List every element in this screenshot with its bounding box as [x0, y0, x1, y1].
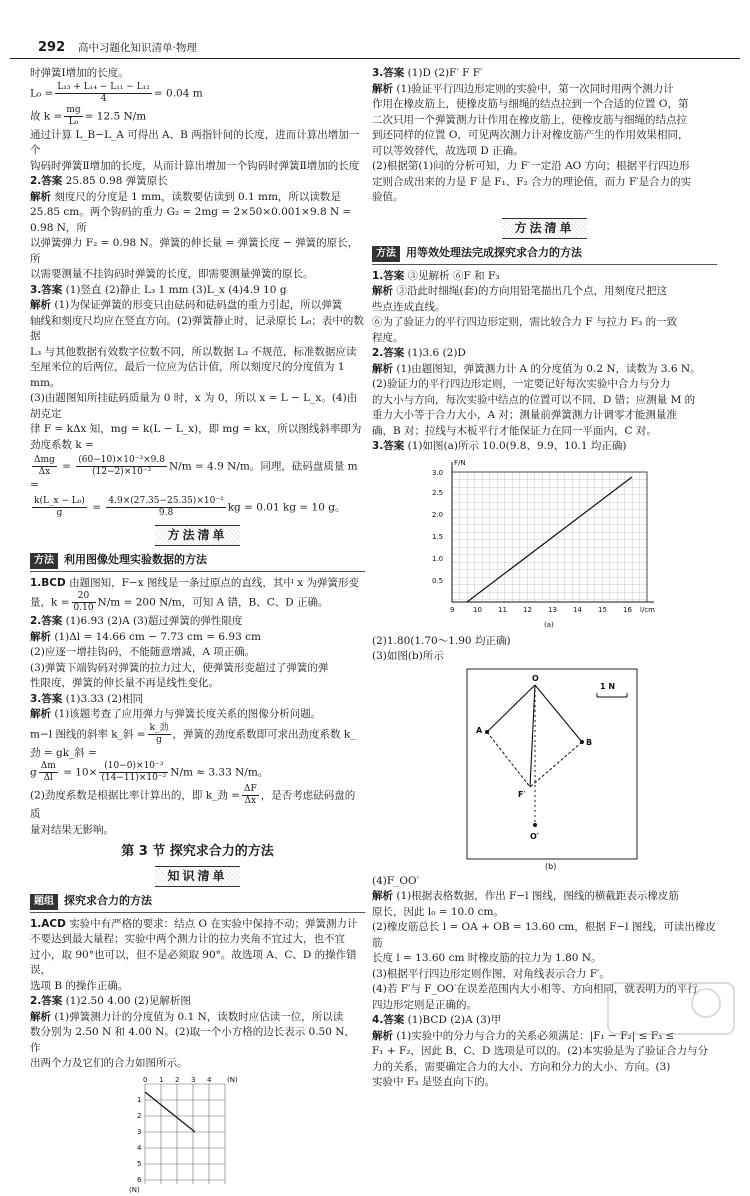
analysis-line: 解析 (1)弹簧测力计的分度值为 0.1 N，读数时应估读一位，所以读 [30, 1010, 344, 1023]
force-grid-figure [125, 1074, 325, 1194]
x-tick: 11 [498, 605, 507, 614]
resultant-force-line [145, 1092, 195, 1132]
x-tick: 3 [191, 1075, 196, 1084]
formula-line: (2)劲度系数是根据比率计算出的，即 k_劲 = $\frac{\Delta F}{\Delta x}$ ，是否考虑砝码盘的质 [30, 784, 356, 820]
y-unit: (N) [129, 1185, 140, 1194]
point-b [580, 740, 584, 744]
analysis-line: 解析 (1)由题图知，弹簧测力计 A 的分度值为 0.2 N，读数为 3.6 N。 [372, 362, 701, 375]
text-line: 验值。 [372, 191, 404, 203]
text-line: 程度。 [372, 331, 404, 344]
text-line: 些点连成直线。 [372, 300, 446, 313]
watermark-logo [606, 981, 736, 1036]
method-answer-3: 3.答案 (1)3.33 (2)相同 [30, 692, 144, 705]
method-answer-2: 2.答案 (1)6.93 (2)A (3)超过弹簧的弹性限度 [30, 615, 243, 627]
point-a [485, 730, 489, 734]
right-column [372, 66, 717, 1091]
method-heading: 方法 利用图像处理实验数据的方法 [30, 552, 365, 572]
x-tick: 14 [573, 605, 582, 614]
x-tick: 2 [175, 1075, 180, 1084]
text-line: (3)弹簧下端钩码对弹簧的拉力过大，使弹簧形变超过了弹簧的弹 [30, 661, 329, 674]
text-line: 四边形定则是正确的。 [372, 998, 477, 1011]
label-o-prime: O′ [530, 831, 539, 841]
text-line: (4)F_OO′ [372, 874, 420, 887]
y-tick: 2.0 [432, 510, 444, 519]
analysis-line: 解析 (1)验证平行四边形定则的实验中，第一次同时用两个测力计 [372, 82, 674, 95]
answer-p2: 2.答案 (1)3.6 (2)D [372, 347, 466, 359]
x-tick: 9 [450, 605, 455, 614]
resultant-f [530, 685, 535, 787]
text-line: (3)如图(b)所示 [372, 650, 444, 662]
page-header [10, 40, 740, 59]
text-line: 以需要测量不挂钩码时弹簧的长度，即需要测量弹簧的原长。 [30, 268, 314, 280]
text-line: F₁ + F₂，因此 B、C、D 选项是可以的。(2)本实验是为了验证合力与分 [372, 1045, 709, 1057]
method-list-banner: 方法清单 [372, 218, 717, 240]
text-line: 过小，取 90°也可以，但不是必须取 90°。故选项 A、C、D 的操作错误， [30, 948, 357, 976]
text-line: 定则合成出来的力是 F 是 F₁、F₂ 合力的理论值，而力 F′是合力的实 [372, 175, 692, 188]
x-tick: 1 [159, 1075, 164, 1084]
x-unit: (N) [227, 1075, 238, 1084]
text-line: 确，B 对；拉线与木板平行才能保证力在同一平面内，C 对。 [372, 424, 657, 437]
text-line: (2)验证力的平行四边形定则，一定要记好每次实验中合力与分力 [372, 378, 671, 390]
label-f-prime: F′ [518, 789, 526, 799]
formula-line: $\frac{\text{k(L\_x − L₀)}}{g}$ = $\frac{\text{4.9×(27.35−25.35)×10⁻²}}{9.8}$ kg = 0.01 kg = 10 g。 [34, 495, 346, 518]
text-line: 通过计算 L_B−L_A 可得出 A、B 两指针间的长度，进而计算出增加一个 [30, 128, 360, 156]
force-ob [535, 685, 582, 742]
formula-line: g $\frac{\Delta m}{\Delta l}$ = 10× $\frac{\text{(10−0)×10⁻³}}{\text{(14−11)×10⁻²}}$ N/m ≈ 3.33 N/m。 [30, 761, 269, 783]
y-tick: 5 [137, 1159, 142, 1168]
text-line: 实验中 F₃ 是竖直向下的。 [372, 1076, 496, 1088]
chart-grid [452, 472, 647, 602]
text-line: (3)根据平行四边形定则作图，对角线表示合力 F′。 [372, 967, 610, 980]
page-number: 292 [38, 40, 66, 55]
analysis-line: 解析 (1)根据表格数据，作出 F−l 图线，图线的横截距表示橡皮筋 [372, 890, 679, 902]
text-line: 到还同样的位置 O，可见两次测力计对橡皮筋产生的作用效果相同， [372, 129, 689, 141]
formula-k: 故 k = $\frac{mg}{\text{L₀}}$ = 12.5 N/m [30, 104, 147, 127]
text-line: 至厘米位的后两位，最后一位应为估计值，所以刻度尺的分度值为 1 mm。 [30, 361, 345, 389]
analysis-line: 解析 (1)为保证弹簧的形变只由砝码和砝码盘的重力引起，所以弹簧 [30, 299, 343, 311]
label-o: O [532, 673, 539, 683]
chart-a [422, 457, 672, 632]
analysis-line: 解析 刻度尺的分度是 1 mm，读数要估读到 0.1 mm，所以读数是 [30, 190, 341, 203]
y-tick: 2.5 [432, 488, 444, 497]
chart-caption: (a) [544, 620, 554, 629]
analysis-line: 解析 (1)Δl = 14.66 cm − 7.73 cm = 6.93 cm [30, 630, 261, 643]
answer-3: 3.答案 (1)竖直 (2)静止 L₃ 1 mm (3)L_x (4)4.9 10 g [30, 283, 287, 296]
knowledge-list-banner: 知识清单 [30, 866, 365, 888]
point-o-prime [533, 823, 537, 827]
text-line: (2)1.80(1.70～1.90 均正确) [372, 634, 511, 647]
left-column [30, 66, 365, 1196]
section-title: 第 3 节 探究求合力的方法 [121, 844, 274, 859]
text-line: 时弹簧Ⅰ增加的长度。 [30, 67, 129, 79]
text-line: 长度 l = 13.60 cm 时橡皮筋的拉力为 1.80 N。 [372, 952, 602, 964]
text-line: (2)应逐一增挂钩码，不能随意增减，A 项正确。 [30, 646, 256, 658]
x-tick: 15 [598, 605, 607, 614]
scale-label: 1 N [600, 681, 616, 691]
text-line: 不要达到最大量程；实验中两个测力计的拉力夹角不宜过大，也不宜 [30, 933, 345, 945]
x-tick: 4 [207, 1075, 212, 1084]
knowledge-answer-1: 1.ACD 实验中有严格的要求：结点 O 在实验中保持不动；弹簧测力计 [30, 917, 358, 930]
text-line: 的大小与方向，每次实验中结点的位置可以不同，D 错；应测量 M 的 [372, 393, 696, 406]
method-heading: 方法 用等效处理法完成探究求合力的方法 [372, 245, 717, 265]
text-line: 钩码时弹簧Ⅱ增加的长度，从而计算出增加一个钩码时弹簧Ⅱ增加的长度 [30, 159, 360, 172]
force-oa [487, 685, 535, 732]
formula-line: $\frac{\text{Δmg}}{\Delta x}$ = $\frac{\text{(60−10)×10⁻³×9.8}}{\text{(12−2)×10⁻²}}$ N/m = 4.9 N/m。同理，砝码盘质量 m = [30, 455, 358, 491]
method-answer-1: 1.BCD 由题图知，F−x 图线是一条过原点的直线，其中 x 为弹簧形变 [30, 576, 360, 589]
text-line: 原长，因此 l₀ = 10.0 cm。 [372, 905, 504, 918]
method-list-banner: 方法清单 [30, 525, 365, 547]
text-line: 数分别为 2.50 N 和 4.00 N。(2)取一个小方格的边长表示 0.50 N，作 [30, 1026, 355, 1054]
y-tick: 1 [137, 1095, 142, 1104]
y-tick: 3.0 [432, 468, 444, 477]
y-tick: 2 [137, 1111, 142, 1120]
text-line: L₃ 与其他数据有效数字位数不同，所以数据 L₃ 不规范，标准数据应读 [30, 345, 357, 358]
formula-line: m−l 图线的斜率 k_斜 = $\frac{\text{k\_劲}}{g}$ ，弹簧的劲度系数即可求出劲度系数 k_劲 = gk_斜 = [30, 722, 356, 759]
text-line: 轴线和刻度尺均应在竖直方向。(2)弹簧静止时，记录原长 L₀；表中的数据 [30, 314, 364, 342]
analysis-line: 解析 (1)该题考查了应用弹力与弹簧长度关系的图像分析问题。 [30, 708, 322, 720]
text-line: (2)橡皮筋总长 l = OA + OB = 13.60 cm，根据 F−l 图线，可读出橡皮筋 [372, 921, 716, 949]
diagram-caption: (b) [545, 861, 557, 871]
y-tick: 0.5 [432, 576, 444, 585]
diagram-b [412, 667, 662, 872]
text-line: 以弹簧弹力 F₂ = 0.98 N。弹簧的伸长量 = 弹簧长度 − 弹簧的原长，所 [30, 237, 359, 265]
text-line: 力的关系，需要确定合力的大小、方向和分力的大小、方向。(3) [372, 1060, 671, 1073]
analysis-line: 解析 ③沿此时细绳(套)的方向用铅笔描出几个点，用刻度尺把这 [372, 285, 668, 297]
y-tick: 6 [137, 1175, 142, 1184]
text-line: ⑥为了验证力的平行四边形定则，需比较合力 F 与拉力 F₃ 的一致 [372, 316, 678, 328]
text-line: 出两个力及它们的合力如图所示。 [30, 1057, 188, 1069]
text-line: 可以等效替代，故选项 D 正确。 [372, 144, 524, 157]
y-tick: 3 [137, 1127, 142, 1136]
knowledge-answer-2: 2.答案 (1)2.50 4.00 (2)见解析图 [30, 995, 191, 1007]
formula-line: 量，k = $\frac{20}{0.10}$ N/m = 200 N/m，可知 A 错，B、C、D 正确。 [30, 591, 329, 613]
y-tick: 4 [137, 1143, 142, 1152]
text-line: 重力大小等于合力大小，A 对；测量前弹簧测力计调零才能测量准 [372, 409, 677, 421]
header-title: 高中习题化知识清单·物理 [78, 42, 197, 54]
text-line: 选项 B 的操作正确。 [30, 979, 129, 992]
x-tick: 12 [523, 605, 532, 614]
y-tick: 1.0 [432, 554, 444, 563]
parallel-dash [487, 732, 530, 787]
text-line: (4)若 F′与 F_OO′在误差范围内大小相等、方向相同，就表明力的平行 [372, 983, 698, 995]
analysis-line: 解析 (1)实验中的分力与合力的关系必须满足：|F₁ − F₂| ≤ F₃ ≤ [372, 1029, 675, 1042]
text-line: 25.85 cm。两个钩码的重力 G₂ = 2mg = 2×50×0.001×9.8 N = 0.98 N，所 [30, 206, 352, 234]
y-label: F/N [454, 458, 466, 467]
text-line: (2)根据第(1)问的分析可知，力 F′一定沿 AO 方向；根据平行四边形 [372, 160, 690, 172]
text-line: 性限度，弹簧的伸长量不再是线性变化。 [30, 677, 219, 689]
topic-heading: 题组 探究求合力的方法 [30, 893, 365, 913]
label-b: B [586, 737, 593, 747]
parallel-dash [530, 742, 582, 787]
x-tick: 10 [473, 605, 482, 614]
label-a: A [476, 725, 483, 735]
answer-2: 2.答案 25.85 0.98 弹簧原长 [30, 175, 168, 187]
text-line: 律 F = kΔx 知，mg = k(L − L_x)，即 mg = kx，所以图线斜率即为劲度系数 k = [30, 423, 362, 451]
answer-p1: 1.答案 ③见解析 ⑥F 和 F₃ [372, 269, 500, 282]
x-tick: 13 [548, 605, 557, 614]
formula-l0: L₀ = $\frac{\text{L₁₃ + L₁₄ − L₁₁ − L₁₂}}{4}$ = 0.04 m [30, 81, 203, 104]
text-line: 二次只用一个弹簧测力计作用在橡皮筋上，使橡皮筋与细绳的结点拉 [372, 113, 687, 126]
answer-r3: 3.答案 (1)D (2)F′ F F′ [372, 67, 483, 79]
text-line: 作用在橡皮筋上，使橡皮筋与细绳的结点拉到一个合适的位置 O，第 [372, 98, 689, 110]
text-line: 量对结果无影响。 [30, 823, 114, 836]
answer-p4: 4.答案 (1)BCD (2)A (3)甲 [372, 1014, 502, 1026]
y-tick: 1.5 [432, 532, 444, 541]
x-tick: 16 [623, 605, 632, 614]
x-tick: 0 [143, 1075, 148, 1084]
text-line: (3)由题图知所挂砝码质量为 0 时，x 为 0，所以 x = L − L_x。(4)由胡克定 [30, 392, 358, 420]
answer-p3: 3.答案 (1)如图(a)所示 10.0(9.8、9.9、10.1 均正确) [372, 440, 627, 452]
x-unit: l/cm [640, 605, 655, 614]
